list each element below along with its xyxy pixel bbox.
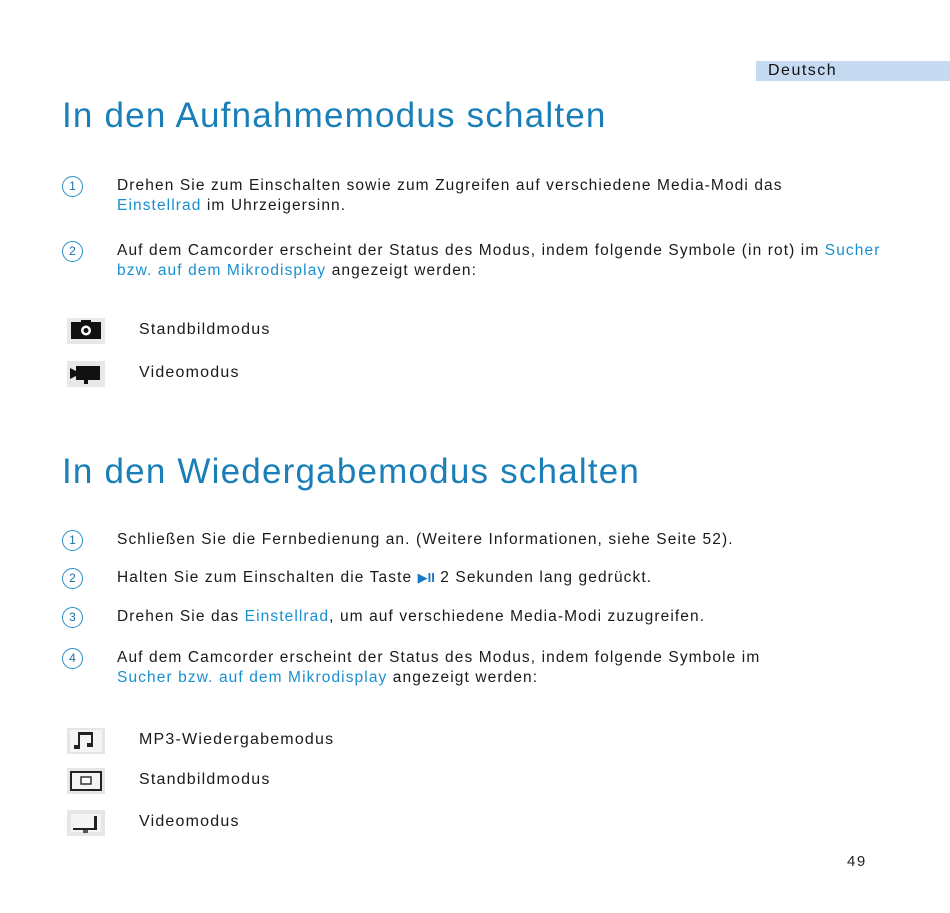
video-playback-icon	[67, 810, 105, 836]
video-camera-icon	[67, 361, 105, 387]
step-number: 1	[62, 176, 83, 197]
mode-label: MP3-Wiedergabemodus	[139, 731, 335, 748]
language-label: Deutsch	[768, 62, 838, 79]
step-number: 1	[62, 530, 83, 551]
language-tab	[756, 61, 950, 81]
step-number: 2	[62, 241, 83, 262]
step-number: 2	[62, 568, 83, 589]
page-number: 49	[847, 853, 867, 870]
music-note-icon	[67, 728, 105, 754]
mode-label: Standbildmodus	[139, 771, 271, 788]
step-text: Drehen Sie das Einstellrad, um auf verschiedene Media-Modi zuzugreifen.	[117, 608, 706, 625]
step-text: Halten Sie zum Einschalten die Taste ▶II 2 Sekunden lang gedrückt.	[117, 569, 653, 586]
step-text: Auf dem Camcorder erscheint der Status des Modus, indem folgende Symbole (in rot) im Sucher bzw. auf dem Mikrodisplay angezeigt werden:	[117, 242, 881, 279]
step-number: 4	[62, 648, 83, 669]
camera-icon	[67, 318, 105, 344]
step-text: Schließen Sie die Fernbedienung an. (Weitere Informationen, siehe Seite 52).	[117, 531, 734, 548]
dial-link[interactable]: Einstellrad	[117, 197, 202, 214]
viewfinder-link[interactable]: Sucher bzw. auf dem Mikrodisplay	[117, 669, 388, 686]
step-text: Drehen Sie zum Einschalten sowie zum Zugreifen auf verschiedene Media-Modi das Einstellrad im Uhrzeigersinn.	[117, 177, 783, 214]
section2-title: In den Wiedergabemodus schalten	[62, 452, 641, 491]
step-text: Auf dem Camcorder erscheint der Status des Modus, indem folgende Symbole im Sucher bzw. auf dem Mikrodisplay angezeigt werden:	[117, 649, 761, 686]
still-image-playback-icon	[67, 768, 105, 794]
section1-title: In den Aufnahmemodus schalten	[62, 96, 607, 135]
play-pause-icon: ▶II	[417, 570, 435, 585]
step-number: 3	[62, 607, 83, 628]
mode-label: Videomodus	[139, 813, 240, 830]
mode-label: Standbildmodus	[139, 321, 271, 338]
viewfinder-link[interactable]: Sucher bzw. auf dem Mikrodisplay	[117, 242, 881, 279]
mode-label: Videomodus	[139, 364, 240, 381]
dial-link[interactable]: Einstellrad	[244, 608, 330, 625]
